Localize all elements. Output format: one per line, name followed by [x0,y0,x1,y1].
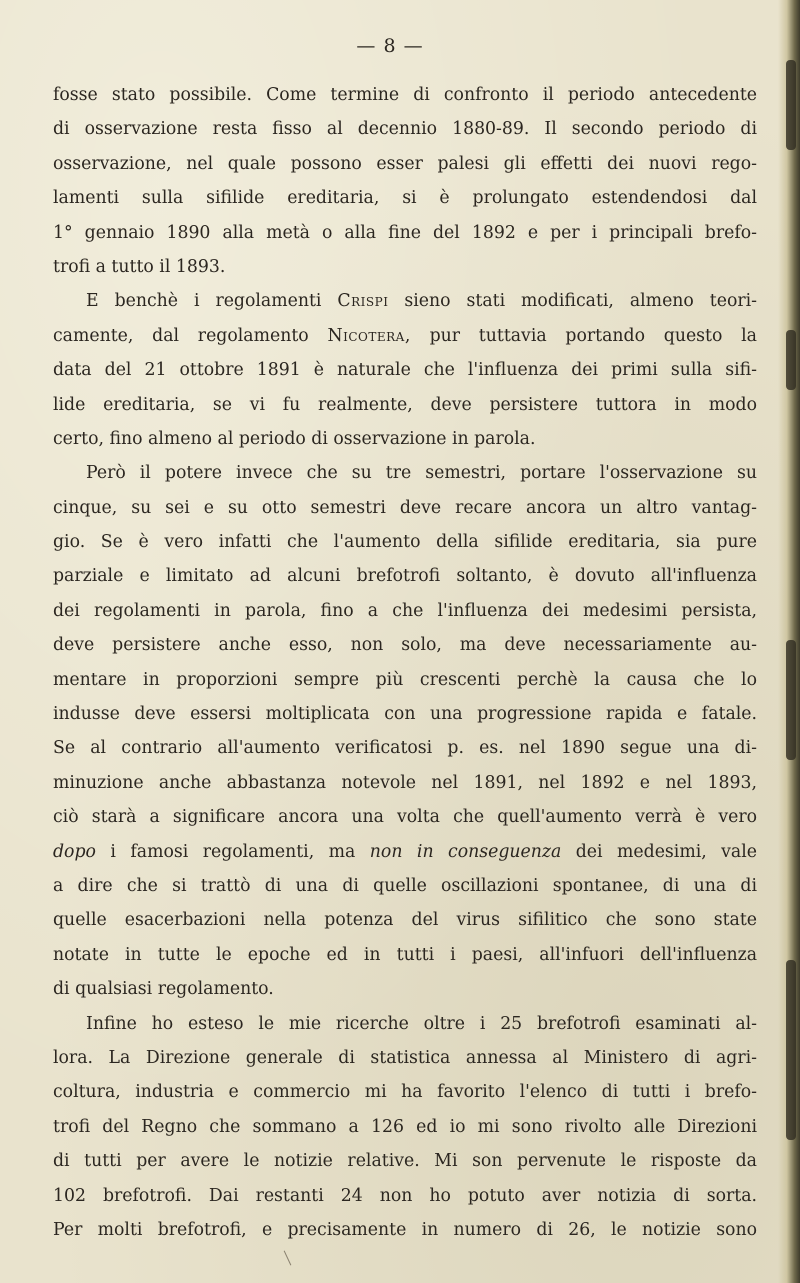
text-line: certo, fino almeno al periodo di osservazione in parola. [53,428,536,449]
binding-shadow [786,640,796,760]
text-fragment: pur tuttavia portando questo la [429,325,757,346]
text-line: ciò starà a significare ancora una volta che quell'aumento verrà è vero [53,807,757,828]
name-nicotera: Nicotera, [327,325,411,346]
text-fragment: sieno stati modificati, almeno teori- [404,291,757,312]
text-line: Però il potere invece che su tre semestri, portare l'osservazione su [86,463,757,484]
text-line: coltura, industria e commercio mi ha favorito l'elenco di tutti i brefo- [53,1082,757,1103]
text-line: Se al contrario all'aumento verificatosi p. es. nel 1890 segue una di- [53,738,757,759]
text-line: dei regolamenti in parola, fino a che l'influenza dei medesimi persista, [53,600,757,621]
text-fragment: E benchè i regolamenti [86,291,322,312]
emphasis-dopo: dopo [53,841,96,862]
text-line: notate in tutte le epoche ed in tutti i paesi, all'infuori dell'influenza [53,944,757,965]
text-line [53,319,757,353]
binding-shadow [786,330,796,390]
text-line: gio. Se è vero infatti che l'aumento della sifilide ereditaria, sia pure [53,532,757,553]
text-fragment: i famosi regolamenti, ma [110,841,356,862]
text-line: Infine ho esteso le mie ricerche oltre i 25 brefotrofi esaminati al- [86,1013,757,1034]
text-line: 102 brefotrofi. Dai restanti 24 non ho potuto aver notizia di sorta. [53,1185,757,1206]
text-line: indusse deve essersi moltiplicata con una progressione rapida e fatale. [53,704,757,725]
text-fragment: camente, dal regolamento [53,325,309,346]
text-line: data del 21 ottobre 1891 è naturale che l'influenza dei primi sulla sifi- [53,360,757,381]
text-line [53,284,757,318]
text-line: fosse stato possibile. Come termine di confronto il periodo antecedente [53,85,757,105]
text-line: a dire che si trattò di una di quelle oscillazioni spontanee, di una di [53,875,757,896]
text-line: mentare in proporzioni sempre più crescenti perchè la causa che lo [53,669,757,690]
text-line: minuzione anche abbastanza notevole nel 1891, nel 1892 e nel 1893, [53,772,757,793]
stray-ink-mark [284,1251,292,1266]
text-line: parziale e limitato ad alcuni brefotrofi soltanto, è dovuto all'influenza [53,566,757,587]
text-line: cinque, su sei e su otto semestri deve recare ancora un altro vantag- [53,497,757,518]
text-line: lora. La Direzione generale di statistica annessa al Ministero di agri- [53,1047,757,1068]
text-line [53,835,757,869]
text-line: osservazione, nel quale possono esser palesi gli effetti dei nuovi rego- [53,153,757,174]
text-line: trofi a tutto il 1893. [53,256,226,277]
text-line: di osservazione resta fisso al decennio 1880-89. Il secondo periodo di [53,119,757,140]
text-line: trofi del Regno che sommano a 126 ed io mi sono rivolto alle Direzioni [53,1116,757,1137]
page-number: — 8 — [356,35,424,57]
text-line: 1° gennaio 1890 alla metà o alla fine del 1892 e per i principali brefo- [53,222,757,243]
text-line: Per molti brefotrofi, e precisamente in numero di 26, le notizie sono [53,1219,757,1240]
text-line: quelle esacerbazioni nella potenza del virus sifilitico che sono state [53,910,757,931]
emphasis-non-in-conseguenza: non in conseguenza [369,841,562,862]
text-line: lide ereditaria, se vi fu realmente, deve persistere tuttora in modo [53,394,757,415]
book-binding-edge [778,0,800,1283]
body-text [53,78,757,1247]
text-line: di tutti per avere le notizie relative. Mi son pervenute le risposte da [53,1151,757,1172]
text-line: lamenti sulla sifilide ereditaria, si è prolungato estendendosi dal [53,188,757,209]
text-fragment: dei medesimi, vale [575,841,757,862]
binding-shadow [786,60,796,150]
text-line: di qualsiasi regolamento. [53,979,274,1000]
name-crispi: Crispi [337,291,389,312]
text-line: deve persistere anche esso, non solo, ma deve necessariamente au- [53,635,757,656]
binding-shadow [786,960,796,1140]
